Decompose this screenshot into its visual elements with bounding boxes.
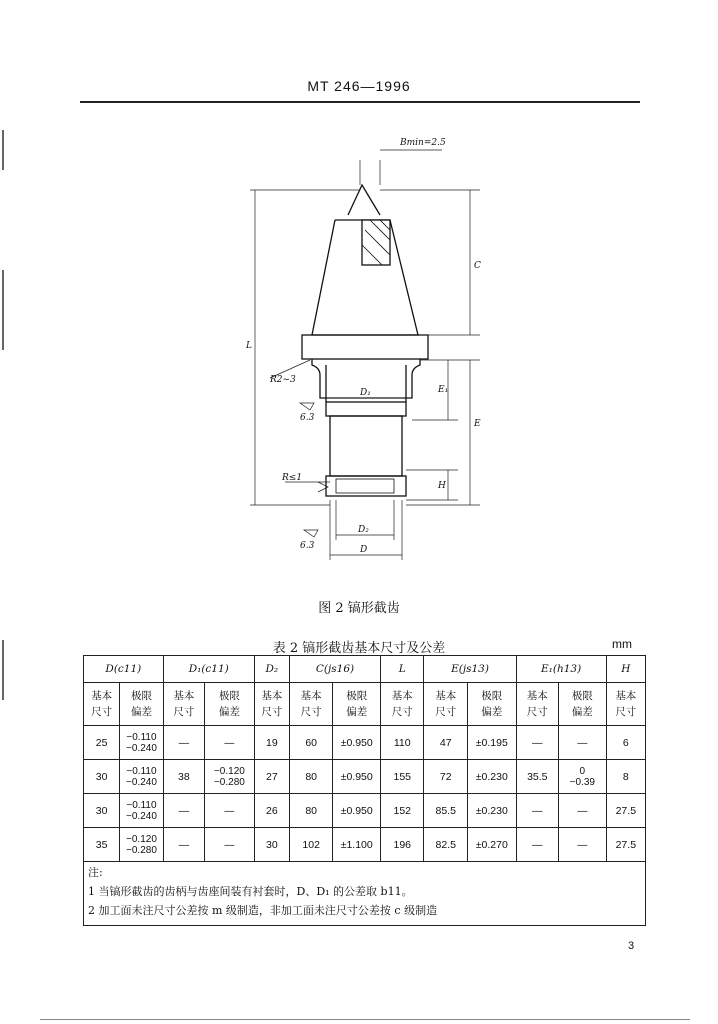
sub-header: 基本 尺寸 xyxy=(381,683,424,726)
col-header: D(c11) xyxy=(84,656,164,683)
sub-header: 极限 偏差 xyxy=(205,683,255,726)
cell-d-tol: −0.120 −0.280 xyxy=(120,828,163,862)
cell-e: 85.5 xyxy=(424,794,467,828)
dim-d-label: D xyxy=(360,545,368,555)
cell-d2: 19 xyxy=(254,726,289,760)
sub-header: 基本 尺寸 xyxy=(289,683,332,726)
cell-l: 152 xyxy=(381,794,424,828)
table-row xyxy=(84,828,646,862)
dim-d1-label: D₁ xyxy=(360,388,371,398)
cell-h: 8 xyxy=(606,760,645,794)
scan-edge-mark xyxy=(2,270,4,350)
figure-caption: 图 2 镐形截齿 xyxy=(318,601,400,616)
cell-d1-tol: — xyxy=(205,726,255,760)
footer-rule xyxy=(40,1019,690,1020)
sub-header: 基本 尺寸 xyxy=(424,683,467,726)
cell-c: 60 xyxy=(289,726,332,760)
cell-c-tol: ±1.100 xyxy=(333,828,381,862)
sub-header: 极限 偏差 xyxy=(467,683,516,726)
page-number: 3 xyxy=(628,940,635,952)
sub-header: 基本 尺寸 xyxy=(163,683,204,726)
dim-c-label: C xyxy=(474,261,481,271)
cell-l: 196 xyxy=(381,828,424,862)
cell-h: 6 xyxy=(606,726,645,760)
pick-cutter-drawing xyxy=(230,120,520,580)
cell-d2: 30 xyxy=(254,828,289,862)
cell-d: 25 xyxy=(84,726,120,760)
cell-d1: — xyxy=(163,794,204,828)
table-unit: mm xyxy=(612,637,632,651)
cell-d-tol: −0.110 −0.240 xyxy=(120,726,163,760)
cell-e1-tol: — xyxy=(559,794,607,828)
cell-e1-tol: — xyxy=(559,726,607,760)
cell-e-tol: ±0.230 xyxy=(467,760,516,794)
cell-d1-tol: −0.120 −0.280 xyxy=(205,760,255,794)
col-header: H xyxy=(606,656,645,683)
note-item: 1 当镐形截齿的齿柄与齿座间装有衬套时，D、D₁ 的公差取 b11。 xyxy=(88,885,413,898)
cell-h: 27.5 xyxy=(606,828,645,862)
cell-c: 80 xyxy=(289,794,332,828)
standard-header: MT 246—1996 xyxy=(307,78,411,94)
cell-e: 82.5 xyxy=(424,828,467,862)
table-row xyxy=(84,760,646,794)
cell-e1: 35.5 xyxy=(516,760,558,794)
col-header: E₁(h13) xyxy=(516,656,606,683)
cell-d1: 38 xyxy=(163,760,204,794)
dim-h-label: H xyxy=(438,481,446,491)
scan-edge-mark xyxy=(2,130,4,170)
table-title: 表 2 镐形截齿基本尺寸及公差 xyxy=(272,641,446,656)
col-header: D₂ xyxy=(254,656,289,683)
table-row xyxy=(84,794,646,828)
note-item: 2 加工面未注尺寸公差按 m 级制造，非加工面未注尺寸公差按 c 级制造 xyxy=(88,904,438,917)
sub-header: 极限 偏差 xyxy=(333,683,381,726)
table-notes xyxy=(84,863,636,921)
cell-e-tol: ±0.230 xyxy=(467,794,516,828)
table-row xyxy=(84,726,646,760)
cell-h: 27.5 xyxy=(606,794,645,828)
bmin-label: Bmin=2.5 xyxy=(400,138,446,148)
cell-d-tol: −0.110 −0.240 xyxy=(120,794,163,828)
sub-header: 基本 尺寸 xyxy=(254,683,289,726)
cell-c-tol: ±0.950 xyxy=(333,760,381,794)
col-header: E(js13) xyxy=(424,656,516,683)
cell-e-tol: ±0.270 xyxy=(467,828,516,862)
dim-e-label: E xyxy=(474,419,481,429)
cell-e1: — xyxy=(516,794,558,828)
dim-e1-label: E₁ xyxy=(438,385,449,395)
sub-header: 极限 偏差 xyxy=(120,683,163,726)
sub-header: 基本 尺寸 xyxy=(84,683,120,726)
notes-title: 注: xyxy=(88,866,103,879)
cell-c: 80 xyxy=(289,760,332,794)
table-header-row xyxy=(84,656,646,683)
radius-r2-label: R≤1 xyxy=(282,473,303,483)
sub-header: 基本 尺寸 xyxy=(606,683,645,726)
table-subheader-row xyxy=(84,683,646,726)
cell-d: 30 xyxy=(84,794,120,828)
cell-d2: 26 xyxy=(254,794,289,828)
cell-d: 35 xyxy=(84,828,120,862)
cell-e1-tol: — xyxy=(559,828,607,862)
dimension-table xyxy=(83,655,646,862)
roughness-label-2: 6.3 xyxy=(300,541,315,551)
cell-l: 155 xyxy=(381,760,424,794)
cell-l: 110 xyxy=(381,726,424,760)
cell-c-tol: ±0.950 xyxy=(333,726,381,760)
cell-e: 47 xyxy=(424,726,467,760)
cell-d2: 27 xyxy=(254,760,289,794)
cell-e: 72 xyxy=(424,760,467,794)
header-rule xyxy=(80,101,640,103)
cell-d1-tol: — xyxy=(205,828,255,862)
col-header: D₁(c11) xyxy=(163,656,254,683)
col-header: C(js16) xyxy=(289,656,380,683)
dim-l-label: L xyxy=(246,341,252,351)
cell-d1-tol: — xyxy=(205,794,255,828)
roughness-label-1: 6.3 xyxy=(300,413,315,423)
cell-e1: — xyxy=(516,828,558,862)
radius-r1-label: R2~3 xyxy=(270,375,296,385)
cell-d1: — xyxy=(163,828,204,862)
cell-e-tol: ±0.195 xyxy=(467,726,516,760)
col-header: L xyxy=(381,656,424,683)
cell-e1: — xyxy=(516,726,558,760)
cell-d1: — xyxy=(163,726,204,760)
cell-e1-tol: 0 −0.39 xyxy=(559,760,607,794)
cell-d: 30 xyxy=(84,760,120,794)
cell-c: 102 xyxy=(289,828,332,862)
dim-d2-label: D₂ xyxy=(358,525,369,535)
sub-header: 极限 偏差 xyxy=(559,683,607,726)
cell-d-tol: −0.110 −0.240 xyxy=(120,760,163,794)
sub-header: 基本 尺寸 xyxy=(516,683,558,726)
cell-c-tol: ±0.950 xyxy=(333,794,381,828)
